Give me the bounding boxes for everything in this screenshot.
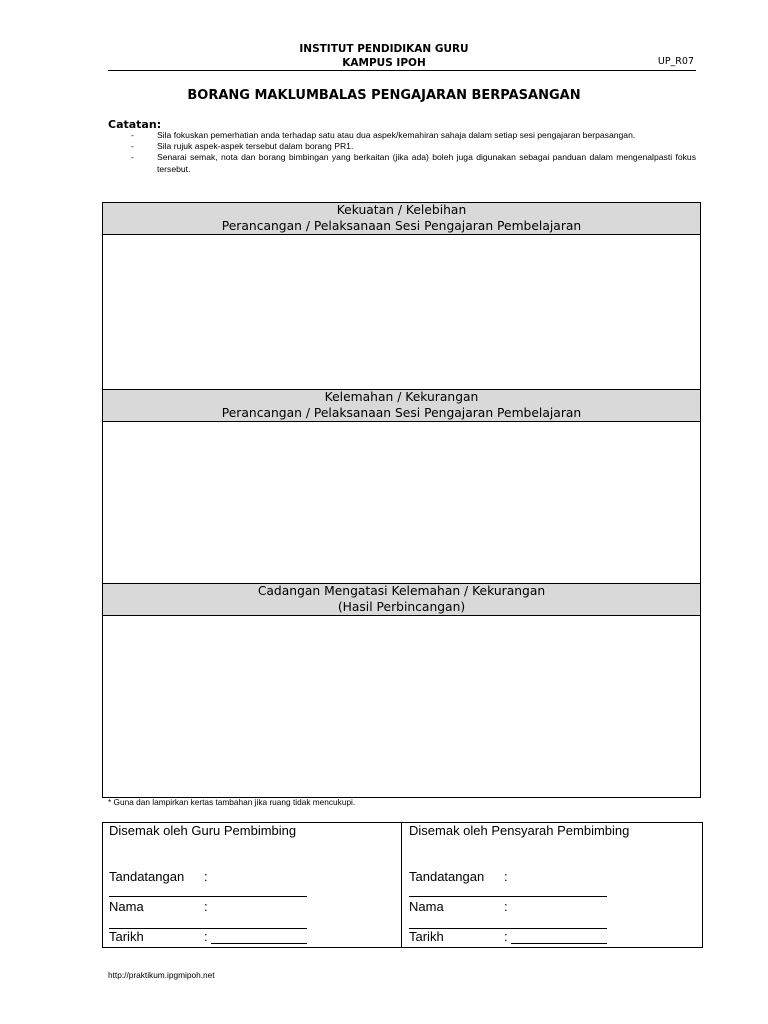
strengths-section-header	[103, 203, 700, 234]
strengths-input-area[interactable]	[103, 235, 700, 389]
supervising-lecturer-signature	[403, 822, 693, 948]
colon: :	[504, 929, 508, 944]
section-title: Kekuatan / Kelebihan	[336, 203, 467, 217]
colon: :	[504, 899, 508, 914]
mentor-teacher-signature	[103, 822, 393, 948]
colon: :	[204, 929, 208, 944]
date-line	[211, 943, 307, 944]
signature-line	[409, 896, 607, 897]
note-bullet: -	[131, 141, 134, 152]
signature-heading: Disemak oleh Pensyarah Pembimbing	[409, 823, 630, 838]
name-label: Nama	[409, 899, 444, 914]
signature-row[interactable]	[109, 869, 389, 885]
section-subtitle: (Hasil Perbincangan)	[337, 599, 466, 614]
note-item	[108, 141, 696, 152]
signature-line	[109, 896, 307, 897]
signature-heading: Disemak oleh Guru Pembimbing	[109, 823, 297, 838]
signature-label: Tandatangan	[109, 869, 185, 884]
footer-url[interactable]: http://praktikum.ipgmipoh.net	[108, 970, 215, 980]
colon: :	[204, 899, 208, 914]
footnote: * Guna dan lampirkan kertas tambahan jika ruang tidak mencukupi.	[108, 797, 356, 807]
institution-header	[0, 42, 768, 70]
signature-column-divider	[401, 822, 402, 948]
note-text: Senarai semak, nota dan borang bimbingan yang berkaitan (jika ada) boleh juga digunakan sebagai panduan dalam mengenalpasti fokus tersebut.	[157, 152, 696, 174]
signature-row[interactable]	[409, 869, 689, 885]
suggestions-input-area[interactable]	[103, 616, 700, 797]
campus-name: KAMPUS IPOH	[342, 57, 426, 69]
colon: :	[504, 869, 508, 884]
note-text: Sila rujuk aspek-aspek tersebut dalam borang PR1.	[157, 141, 354, 152]
form-title: BORANG MAKLUMBALAS PENGAJARAN BERPASANGAN	[187, 88, 581, 103]
notes-list	[108, 130, 696, 175]
note-item	[108, 130, 696, 141]
institution-name: INSTITUT PENDIDIKAN GURU	[299, 43, 469, 55]
signature-label: Tandatangan	[409, 869, 485, 884]
date-line	[511, 943, 607, 944]
form-code: UP_R07	[657, 56, 694, 67]
date-label: Tarikh	[409, 929, 444, 944]
name-label: Nama	[109, 899, 144, 914]
colon: :	[204, 869, 208, 884]
note-text: Sila fokuskan pemerhatian anda terhadap satu atau dua aspek/kemahiran sahaja dalam setiap sesi pengajaran berpasangan.	[157, 130, 636, 140]
weaknesses-section-header	[103, 390, 700, 421]
notes-label: Catatan:	[108, 118, 162, 131]
suggestions-section-header	[103, 584, 700, 615]
header-divider	[108, 70, 696, 71]
note-bullet: -	[131, 152, 134, 163]
name-row[interactable]	[109, 899, 389, 915]
section-title: Cadangan Mengatasi Kelemahan / Kekurangan	[257, 584, 546, 598]
section-subtitle: Perancangan / Pelaksanaan Sesi Pengajaran Pembelajaran	[221, 405, 582, 420]
note-bullet: -	[131, 130, 134, 140]
section-title: Kelemahan / Kekurangan	[324, 390, 479, 404]
name-row[interactable]	[409, 899, 689, 915]
date-label: Tarikh	[109, 929, 144, 944]
note-item	[108, 152, 696, 174]
weaknesses-input-area[interactable]	[103, 422, 700, 583]
section-subtitle: Perancangan / Pelaksanaan Sesi Pengajaran Pembelajaran	[221, 218, 582, 233]
